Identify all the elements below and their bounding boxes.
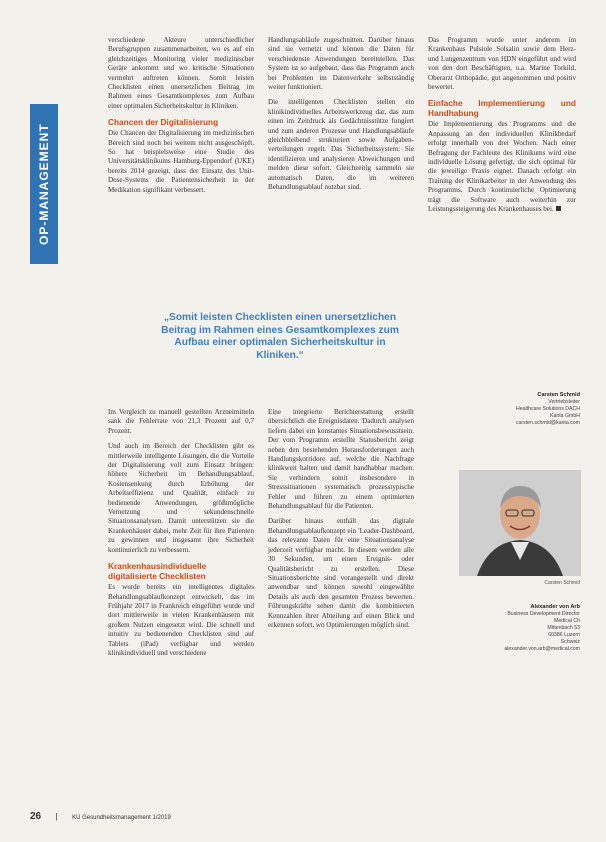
paragraph: Das Programm wurde unter anderem im Krankenhaus Pulsiole Solsalin sowie dem Herz- und Lungenzentrum von HDN eingeführt und wird von den dort Beschäftigten, u.a. Marine Torkild, Oberarzt Orthopädie, gut angenommen und positiv bewertet. [428,36,576,92]
paragraph-text: Die Implementierung des Programms und die Anpassung an den individuellen Klinikbedarf erfolgt innerhalb von drei Wochen. Nach einer Befragung der Fachleute des Klinikums wird eine individuelle Lösung gefertigt, die sich optimal für die jeweilige Praxis eignet. Danach erfolgt ein Training der Klinikarbeiter in der Anwendung des Programms. Durch kontinuierliche Optimierung trägt die Software auch weiterhin zur Leistungssteigerung des Krankenhauses bei. [428,120,576,214]
section-label: OP-MANAGEMENT [37,123,51,245]
author-bio-2 [462,604,580,653]
section-heading: Einfache Implementierung und Handhabung [428,98,576,119]
paragraph: Die Chancen der Digitalisierung im medizinischen Bereich sind noch bei weitem nicht ausgeschöpft. So hat beispielsweise eine Studie des Universitätsklinikums Hamburg-Eppendorf (UKE) bereits 2014 gezeigt, dass der Einsatz des Unit-Dose-Systems die Patientensicherheit in der Medikation signifikant verbessert. [108,129,254,194]
author-name: Carsten Schmid [537,392,580,398]
pull-quote: „Somit leisten Checklisten einen unersetzlichen Beitrag im Rahmen eines Gesamtkomplexes zum Aufbau einer optimalen Sicherheitskultur in Kliniken.“ [161,312,399,361]
author-photo [459,470,581,576]
journal-name: KU Gesundheitsmanagement 1/2019 [72,815,171,821]
footer-separator: | [55,812,58,821]
author-email: alexander.von.arb@medical.com [504,646,580,652]
portrait-icon [459,470,581,576]
author-role: Business Development Director [507,611,580,617]
column-2-top [268,36,414,199]
author-email: carsten.schmid@kanta.com [515,420,580,426]
author-street: Mittenbach 53 [547,625,580,631]
photo-caption: Carsten Schmid [544,580,580,586]
section-heading: Chancen der Digitalisierung [108,117,219,128]
paragraph: Eine integrierte Berichterstattung erstellt übersichtlich die Ereignisdaten. Dadurch analysen liefern dabei ein konstantes Situationsbewusstsein. Der vom Programm erstellte Statusbericht zeigt neben den bestehenden Herausforderungen auch Handlungskorridore auf, welche die Nachfrage klinikweit halten und damit handhabbar machen. Sie verhindern somit insbesondere in Stresssituationen systematisch prozesstypische Fehler und führen zu einem optimierten Behandlungsablauf für die Patienten. [268,408,414,511]
author-company: Kanta GmbH [550,413,580,419]
author-city: 60386 Luzern [548,632,580,638]
page-number: 26 [30,811,42,822]
author-department: Healthcare Solutions DACH [515,406,580,412]
author-name: Alexander von Arb [530,604,580,610]
paragraph: Handlungsabläufe zugeschnitten. Darüber hinaus sind sie vernetzt und können die Daten für verschiedenste Anwendungen bereitstellen. Das System ist so aufgebaut, dass das Programm auch bei Problemen im Datenverkehr selbstständig weiter funktioniert. [268,36,414,92]
paragraph [428,120,576,214]
column-3-top [428,36,576,221]
paragraph: Es wurde bereits ein intelligentes digitales Behandlungsablaufkonzept entwickelt, das im Frühjahr 2017 in Frankreich eingeführt wurde und dort mittlerweile in vielen Krankenhäusern mit großem Nutzen eingesetzt wird. Die schnell und intuitiv zu bedienenden Checklisten sind auf Tablets (iPad) verfügbar und werden klinikindividuell und verschiedene [108,583,254,657]
paragraph: Die intelligenten Checklisten stellen ein klinikindividuelles Arbeitswerkzeug dar, das zum einen im Zeitdruck als Gedächtnisstütze fungiert und zum anderen Prozesse und Handlungsabläufe gleichbleibend strukturiert sowie Aufgaben-verteilungen regelt. Das Sicherheitssystem: Sie identifizieren und analysieren Abweichungen und melden diese sofort. Gleichzeitig sammeln sie automatisch Daten, die im weiteren Behandlungsablauf nutzbar sind. [268,98,414,192]
section-heading: Krankenhausindividuelle digitalisierte Checklisten [108,561,207,582]
paragraph: verschiedene Akteure unterschiedlicher Berufsgruppen zusammenarbeiten, wo es auf ein gleichzeitiges Monitoring vieler medizinischer Geräte ankommt und wo kritische Situationen vermehrt auftreten können. Somit leisten Checklisten einen unersetzlichen Beitrag im Rahmen eines Gesamtkomplexes zum Aufbau einer optimalen Sicherheitskultur in Kliniken. [108,36,254,110]
page-footer [30,806,171,824]
paragraph: Im Vergleich zu manuell gestellten Arzneimitteln sank die Fehlerrate von 21,3 Prozent auf 0,7 Prozent. [108,408,254,435]
paragraph: Und auch im Bereich der Checklisten gibt es mittlerweile intelligente Lösungen, die die Vorteile der Digitalisierung voll zum Einsatz bringen: höhere Sicherheit im Behandlungsablauf, Kostensenkung durch Erhöhung der Arbeitseffizienz und Qualität, einfach zu bedienende Anwendungen, größtmögliche Vernetzung und sekundenschnelle Situationsanalysen. Damit unterstützen sie die Krankenhäuser dabei, mehr Zeit für ihre Patienten zu gewinnen und insgesamt ihre Sicherheit kontinuierlich zu verbessern. [108,442,254,554]
paragraph: Darüber hinaus enthält das digitale Behandlungsablaufkonzept ein 'Leader-Dashboard, das relevante Daten für eine Situationsanalyse jederzeit verfügbar macht. In diesem werden alle 30 Sekunden, um einen Ereignis- oder Qualitätsbericht zu erstellen. Diese Situationsberichte sind vorangestellt und direkt anwendbar und können sowohl eingewählte Details als auch den gesamten Prozess bewerten. Führungskräfte sehen damit die kombinierten Kennzahlen ihrer Abteilung auf einen Blick und erkennen sofort, wo Optimierungen möglich sind. [268,517,414,629]
author-company: Medical Ch [554,618,580,624]
author-role: Vertriebsleiter [548,399,580,405]
author-bio-1 [462,392,580,427]
column-1-top [108,36,254,201]
end-mark-icon [556,206,561,211]
column-1-bottom [108,408,254,664]
author-country: Schweiz [560,639,580,645]
column-2-bottom [268,408,414,636]
